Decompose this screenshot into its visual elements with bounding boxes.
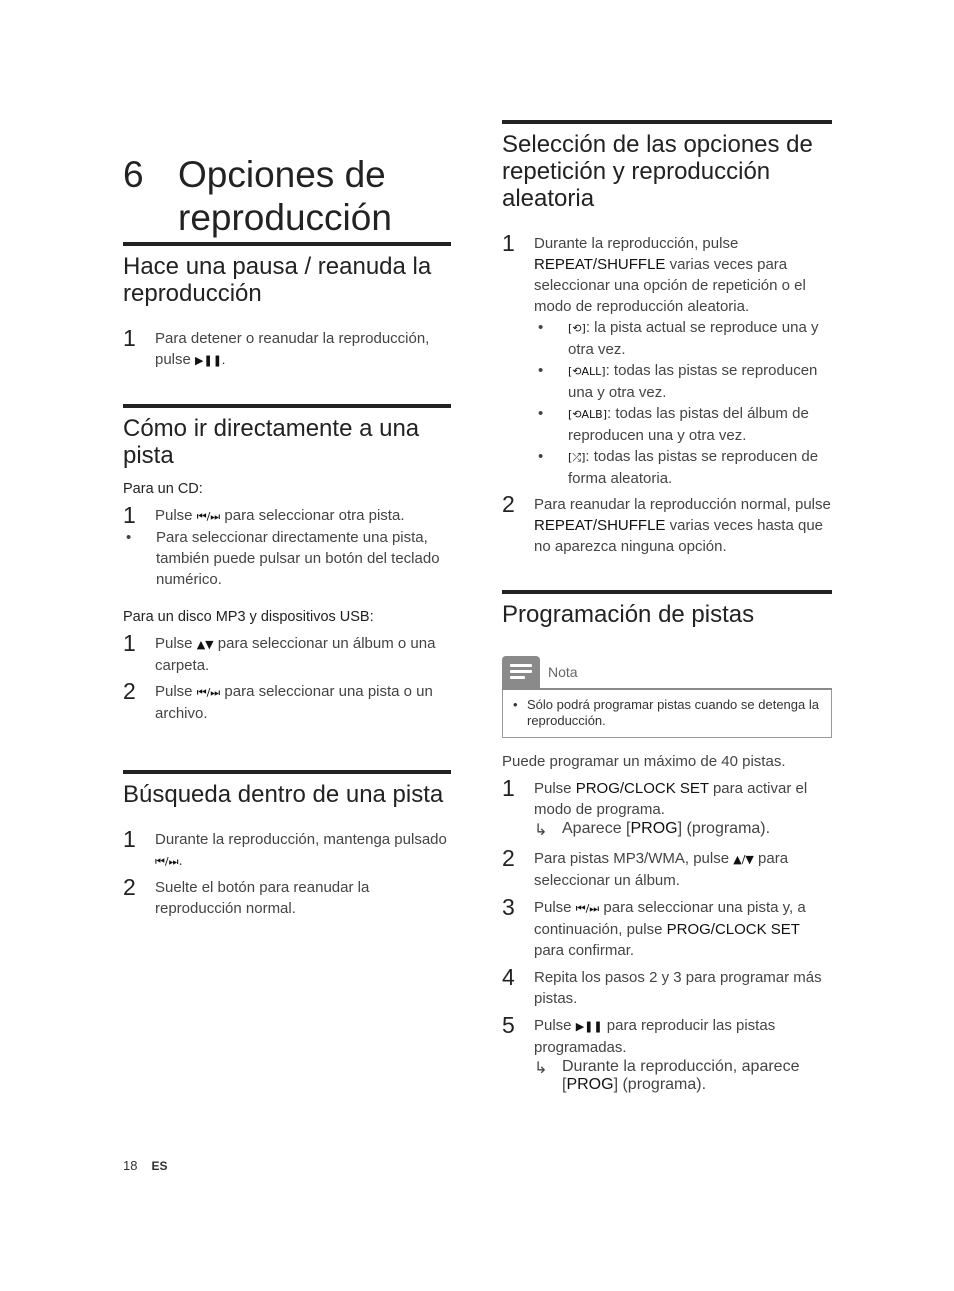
step-number: 4 bbox=[502, 964, 515, 990]
repeat-one-icon: [⟲] bbox=[568, 322, 586, 335]
note-box bbox=[502, 690, 832, 738]
step-number: 1 bbox=[123, 630, 136, 656]
step-number: 1 bbox=[502, 775, 515, 801]
step bbox=[123, 874, 451, 919]
step-text: para reproducir las pistas programadas. bbox=[534, 1017, 776, 1056]
item-text: : todas las pistas se reproducen de forma aleatoria. bbox=[568, 448, 819, 487]
step bbox=[502, 964, 832, 1009]
section-heading: Cómo ir directamente a una pista bbox=[123, 415, 420, 469]
note-icon bbox=[502, 656, 540, 688]
step-number: 1 bbox=[502, 230, 515, 256]
result-text: ] (programa). bbox=[677, 820, 771, 837]
page-number: 18 bbox=[123, 1158, 138, 1173]
language-code: ES bbox=[151, 1159, 168, 1173]
chapter-number: 6 bbox=[123, 153, 144, 195]
step-text: para seleccionar una pista o un archivo. bbox=[155, 683, 433, 722]
step bbox=[502, 491, 832, 557]
page-footer bbox=[123, 1158, 167, 1173]
shuffle-icon: [⤮] bbox=[568, 451, 586, 464]
result-arrow-icon: ↳ bbox=[534, 822, 548, 839]
step-text: varias veces hasta que no aparezca ninguna opción. bbox=[534, 517, 824, 555]
play-pause-icon: ▶❚❚ bbox=[575, 1020, 603, 1033]
result-text: Aparece [ bbox=[562, 820, 631, 837]
step-text: Pulse bbox=[534, 899, 572, 916]
step-text: para seleccionar un álbum. bbox=[534, 850, 789, 889]
step-number: 2 bbox=[502, 845, 515, 871]
step-number: 5 bbox=[502, 1012, 515, 1038]
step bbox=[502, 230, 832, 317]
step-number: 2 bbox=[123, 678, 136, 704]
bullet-list bbox=[123, 527, 451, 590]
section-heading: Programación de pistas bbox=[502, 601, 755, 628]
step-number: 1 bbox=[123, 826, 136, 852]
step-number: 1 bbox=[123, 325, 136, 351]
result-text: Durante la reproducción, aparece [ bbox=[562, 1058, 800, 1093]
step-text: para confirmar. bbox=[534, 942, 635, 959]
key-label: PROG bbox=[630, 820, 678, 837]
step-text: Pulse bbox=[534, 1017, 572, 1034]
section-heading: Hace una pausa / reanuda la reproducción bbox=[123, 253, 432, 307]
step bbox=[123, 630, 451, 676]
intro-text: Puede programar un máximo de 40 pistas. bbox=[502, 753, 786, 770]
section-direct-track bbox=[123, 404, 451, 724]
section-pause-resume bbox=[123, 242, 451, 371]
up-down-icon: ▲▼ bbox=[196, 638, 214, 651]
note-header bbox=[502, 656, 832, 688]
step-text: Pulse bbox=[155, 635, 193, 652]
key-label: PROG bbox=[566, 1076, 614, 1093]
step-text: para seleccionar un álbum o una carpeta. bbox=[155, 635, 436, 674]
step-text: Durante la reproducción, pulse bbox=[534, 235, 739, 252]
item-text: : todas las pistas se reproducen una y otra vez. bbox=[568, 362, 818, 401]
step-text: . bbox=[178, 852, 183, 869]
result-line bbox=[534, 820, 832, 838]
step-text: Durante la reproducción, mantenga pulsado bbox=[155, 831, 447, 848]
step-text: Repita los pasos 2 y 3 para programar más pistas. bbox=[534, 969, 822, 1007]
step bbox=[123, 826, 451, 872]
step bbox=[502, 775, 832, 820]
step-text: Para detener o reanudar la reproducción, pulse bbox=[155, 330, 430, 368]
key-label: REPEAT/SHUFFLE bbox=[534, 517, 666, 534]
result-line bbox=[534, 1058, 832, 1094]
step-text: Para reanudar la reproducción normal, pulse bbox=[534, 496, 831, 513]
key-label: PROG/CLOCK SET bbox=[575, 780, 709, 797]
step-number: 2 bbox=[502, 491, 515, 517]
step-text: Pulse bbox=[155, 507, 193, 524]
step-text: varias veces para seleccionar una opción de repetición o el modo de reproducción aleatoria. bbox=[534, 256, 806, 315]
section-heading: Búsqueda dentro de una pista bbox=[123, 781, 444, 808]
repeat-all-icon: [⟲ALL] bbox=[568, 365, 606, 378]
cd-label: Para un CD: bbox=[123, 481, 203, 497]
step-text: Para pistas MP3/WMA, pulse bbox=[534, 850, 730, 867]
prev-next-icon: ⏮/⏭ bbox=[575, 902, 600, 915]
list-item: • Sólo podrá programar pistas cuando se detenga la reproducción. bbox=[513, 697, 821, 729]
step-text: Pulse bbox=[155, 683, 193, 700]
list-item: • Para seleccionar directamente una pista, también puede pulsar un botón del teclado numérico. bbox=[123, 527, 451, 590]
bullet-list bbox=[502, 317, 832, 489]
step-text: Suelte el botón para reanudar la reproducción normal. bbox=[155, 879, 370, 917]
key-label: REPEAT/SHUFFLE bbox=[534, 256, 666, 273]
step-number: 1 bbox=[123, 502, 136, 528]
step bbox=[123, 325, 451, 371]
step-text: para activar el modo de programa. bbox=[534, 780, 808, 818]
list-item bbox=[535, 403, 832, 446]
step-number: 2 bbox=[123, 874, 136, 900]
chapter-title-text: Opciones de reproducción bbox=[178, 153, 392, 238]
list-item bbox=[535, 317, 832, 360]
section-repeat-shuffle bbox=[502, 120, 832, 557]
usb-label: Para un disco MP3 y dispositivos USB: bbox=[123, 609, 374, 625]
list-item bbox=[535, 446, 832, 489]
result-text: ] (programa). bbox=[613, 1076, 707, 1093]
key-label: PROG/CLOCK SET bbox=[666, 921, 800, 938]
section-programming bbox=[502, 590, 832, 1094]
step bbox=[502, 1012, 832, 1058]
item-text: : la pista actual se reproduce una y otra vez. bbox=[568, 319, 819, 358]
play-pause-icon: ▶❚❚. bbox=[195, 354, 226, 367]
step bbox=[123, 502, 451, 528]
step-text: Pulse bbox=[534, 780, 572, 797]
step bbox=[502, 894, 832, 961]
bullet-list bbox=[513, 697, 821, 729]
step-number: 3 bbox=[502, 894, 515, 920]
step-text: para seleccionar una pista y, a continuación, pulse bbox=[534, 899, 806, 938]
step-text: para seleccionar otra pista. bbox=[224, 507, 405, 524]
section-heading: Selección de las opciones de repetición y reproducción aleatoria bbox=[502, 131, 813, 212]
list-item bbox=[535, 360, 832, 403]
section-search-track bbox=[123, 770, 451, 919]
prev-next-icon: ⏮/⏭ bbox=[155, 855, 179, 868]
step bbox=[123, 678, 451, 724]
prev-next-icon: ⏮/⏭ bbox=[196, 686, 221, 699]
repeat-album-icon: [⟲ALB] bbox=[568, 408, 607, 421]
note-label: Nota bbox=[548, 664, 578, 680]
note bbox=[502, 656, 832, 738]
result-arrow-icon: ↳ bbox=[534, 1060, 548, 1077]
chapter-title bbox=[123, 153, 483, 239]
up-down-icon: ▲/▼ bbox=[733, 853, 754, 866]
prev-next-icon: ⏮/⏭ bbox=[196, 510, 221, 523]
item-text: : todas las pistas del álbum de reproducen una y otra vez. bbox=[568, 405, 809, 444]
step bbox=[502, 845, 832, 891]
